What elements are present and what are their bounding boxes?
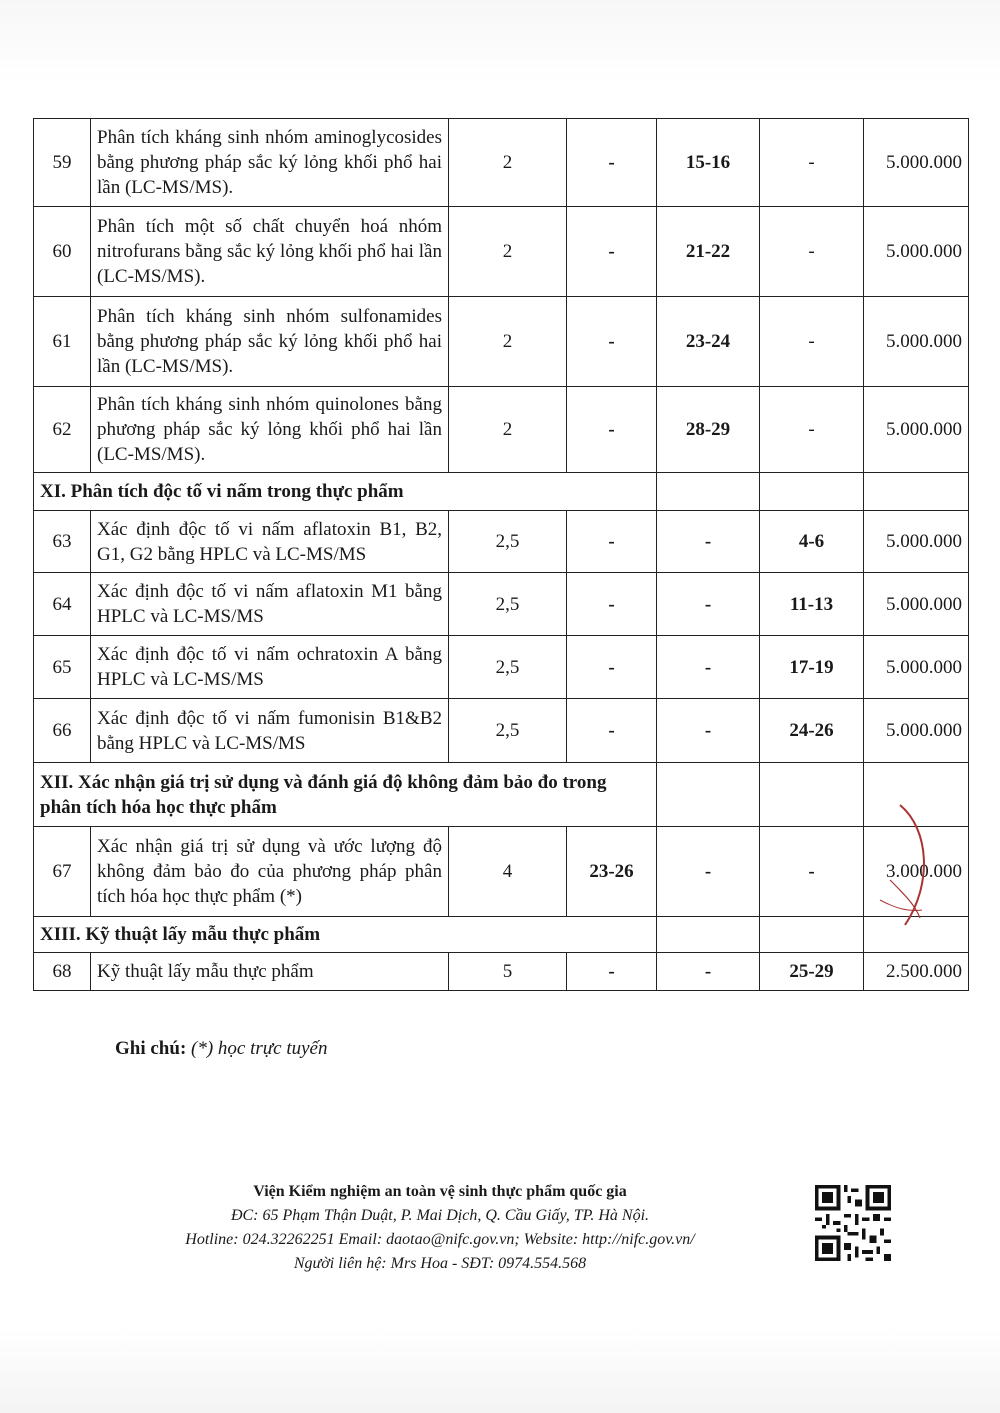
institution-name: Viện Kiểm nghiệm an toàn vệ sinh thực phẩm quốc gia	[253, 1183, 627, 1200]
row-number: 67	[34, 827, 91, 917]
course-fee-table	[33, 118, 969, 991]
empty-cell	[760, 917, 864, 953]
empty-cell	[760, 473, 864, 511]
schedule-col-1: -	[567, 207, 657, 297]
table-row	[34, 119, 969, 207]
row-number: 66	[34, 699, 91, 763]
schedule-col-1: -	[567, 953, 657, 991]
empty-cell	[864, 763, 969, 827]
empty-cell	[657, 763, 760, 827]
table-row	[34, 573, 969, 636]
duration-days: 2,5	[449, 511, 567, 573]
schedule-col-3: -	[760, 207, 864, 297]
table-row	[34, 953, 969, 991]
course-fee: 5.000.000	[864, 511, 969, 573]
schedule-col-2: 28-29	[657, 387, 760, 473]
course-fee: 3.000.000	[864, 827, 969, 917]
section-title-xi: XI. Phân tích độc tố vi nấm trong thực phẩm	[34, 473, 657, 511]
duration-days: 5	[449, 953, 567, 991]
course-fee: 5.000.000	[864, 297, 969, 387]
schedule-col-2: -	[657, 953, 760, 991]
course-name: Kỹ thuật lấy mẫu thực phẩm	[91, 953, 449, 991]
schedule-col-3: 25-29	[760, 953, 864, 991]
row-number: 62	[34, 387, 91, 473]
section-header-row	[34, 473, 969, 511]
schedule-col-1: -	[567, 297, 657, 387]
schedule-col-3: -	[760, 827, 864, 917]
course-fee: 5.000.000	[864, 636, 969, 699]
schedule-col-1: -	[567, 511, 657, 573]
table-row	[34, 297, 969, 387]
duration-days: 2,5	[449, 699, 567, 763]
course-name: Xác định độc tố vi nấm aflatoxin M1 bằng HPLC và LC-MS/MS	[91, 573, 449, 636]
schedule-col-3: 11-13	[760, 573, 864, 636]
row-number: 60	[34, 207, 91, 297]
duration-days: 2,5	[449, 573, 567, 636]
empty-cell	[864, 473, 969, 511]
row-number: 61	[34, 297, 91, 387]
row-number: 65	[34, 636, 91, 699]
table-row	[34, 699, 969, 763]
empty-cell	[657, 917, 760, 953]
footnote-text: (*) học trực tuyến	[191, 1038, 328, 1059]
schedule-col-2: 21-22	[657, 207, 760, 297]
qr-code-icon	[815, 1185, 891, 1261]
duration-days: 2	[449, 297, 567, 387]
duration-days: 4	[449, 827, 567, 917]
schedule-col-1: -	[567, 119, 657, 207]
schedule-col-3: 17-19	[760, 636, 864, 699]
schedule-col-1: -	[567, 573, 657, 636]
course-name: Phân tích kháng sinh nhóm sulfonamides bằng phương pháp sắc ký lỏng khối phổ hai lần (LC-MS/MS).	[91, 297, 449, 387]
empty-cell	[657, 473, 760, 511]
row-number: 68	[34, 953, 91, 991]
schedule-col-3: 4-6	[760, 511, 864, 573]
duration-days: 2	[449, 119, 567, 207]
course-fee: 5.000.000	[864, 119, 969, 207]
course-fee: 5.000.000	[864, 207, 969, 297]
table-row	[34, 207, 969, 297]
duration-days: 2	[449, 207, 567, 297]
table-row	[34, 827, 969, 917]
schedule-col-2: -	[657, 511, 760, 573]
schedule-col-3: 24-26	[760, 699, 864, 763]
footnote	[115, 1038, 327, 1060]
schedule-col-1: -	[567, 387, 657, 473]
table-row	[34, 387, 969, 473]
schedule-col-1: 23-26	[567, 827, 657, 917]
schedule-col-2: 23-24	[657, 297, 760, 387]
row-number: 64	[34, 573, 91, 636]
course-name: Xác nhận giá trị sử dụng và ước lượng độ không đảm bảo đo của phương pháp phân tích hóa học thực phẩm (*)	[91, 827, 449, 917]
schedule-col-1: -	[567, 636, 657, 699]
schedule-col-3: -	[760, 387, 864, 473]
institution-contact: Hotline: 024.32262251 Email: daotao@nifc.gov.vn; Website: http://nifc.gov.vn/	[185, 1231, 695, 1248]
institution-address: ĐC: 65 Phạm Thận Duật, P. Mai Dịch, Q. Cầu Giấy, TP. Hà Nội.	[230, 1207, 650, 1224]
footnote-label: Ghi chú:	[115, 1038, 187, 1059]
schedule-col-2: -	[657, 636, 760, 699]
table-row	[34, 511, 969, 573]
empty-cell	[864, 917, 969, 953]
duration-days: 2	[449, 387, 567, 473]
section-header-row	[34, 763, 969, 827]
course-name: Phân tích một số chất chuyển hoá nhóm nitrofurans bằng sắc ký lỏng khối phổ hai lần (LC-MS/MS).	[91, 207, 449, 297]
course-fee: 5.000.000	[864, 573, 969, 636]
schedule-col-2: -	[657, 827, 760, 917]
schedule-col-2: -	[657, 573, 760, 636]
contact-person: Người liên hệ: Mrs Hoa - SĐT: 0974.554.568	[293, 1255, 587, 1272]
schedule-col-3: -	[760, 119, 864, 207]
course-name: Phân tích kháng sinh nhóm quinolones bằng phương pháp sắc ký lỏng khối phổ hai lần (LC-MS/MS).	[91, 387, 449, 473]
empty-cell	[760, 763, 864, 827]
course-name: Xác định độc tố vi nấm aflatoxin B1, B2, G1, G2 bằng HPLC và LC-MS/MS	[91, 511, 449, 573]
section-title-xiii: XIII. Kỹ thuật lấy mẫu thực phẩm	[34, 917, 657, 953]
course-fee: 5.000.000	[864, 699, 969, 763]
schedule-col-2: 15-16	[657, 119, 760, 207]
schedule-col-2: -	[657, 699, 760, 763]
course-fee: 5.000.000	[864, 387, 969, 473]
section-header-row	[34, 917, 969, 953]
course-name: Phân tích kháng sinh nhóm aminoglycosides bằng phương pháp sắc ký lỏng khối phổ hai lần (LC-MS/MS).	[91, 119, 449, 207]
table-row	[34, 636, 969, 699]
schedule-col-1: -	[567, 699, 657, 763]
course-name: Xác định độc tố vi nấm ochratoxin A bằng HPLC và LC-MS/MS	[91, 636, 449, 699]
schedule-col-3: -	[760, 297, 864, 387]
course-fee: 2.500.000	[864, 953, 969, 991]
course-name: Xác định độc tố vi nấm fumonisin B1&B2 bằng HPLC và LC-MS/MS	[91, 699, 449, 763]
institution-footer	[130, 1180, 750, 1276]
row-number: 59	[34, 119, 91, 207]
section-title-xii: XII. Xác nhận giá trị sử dụng và đánh giá độ không đảm bảo đo trong phân tích hóa học thực phẩm	[34, 763, 657, 827]
row-number: 63	[34, 511, 91, 573]
duration-days: 2,5	[449, 636, 567, 699]
